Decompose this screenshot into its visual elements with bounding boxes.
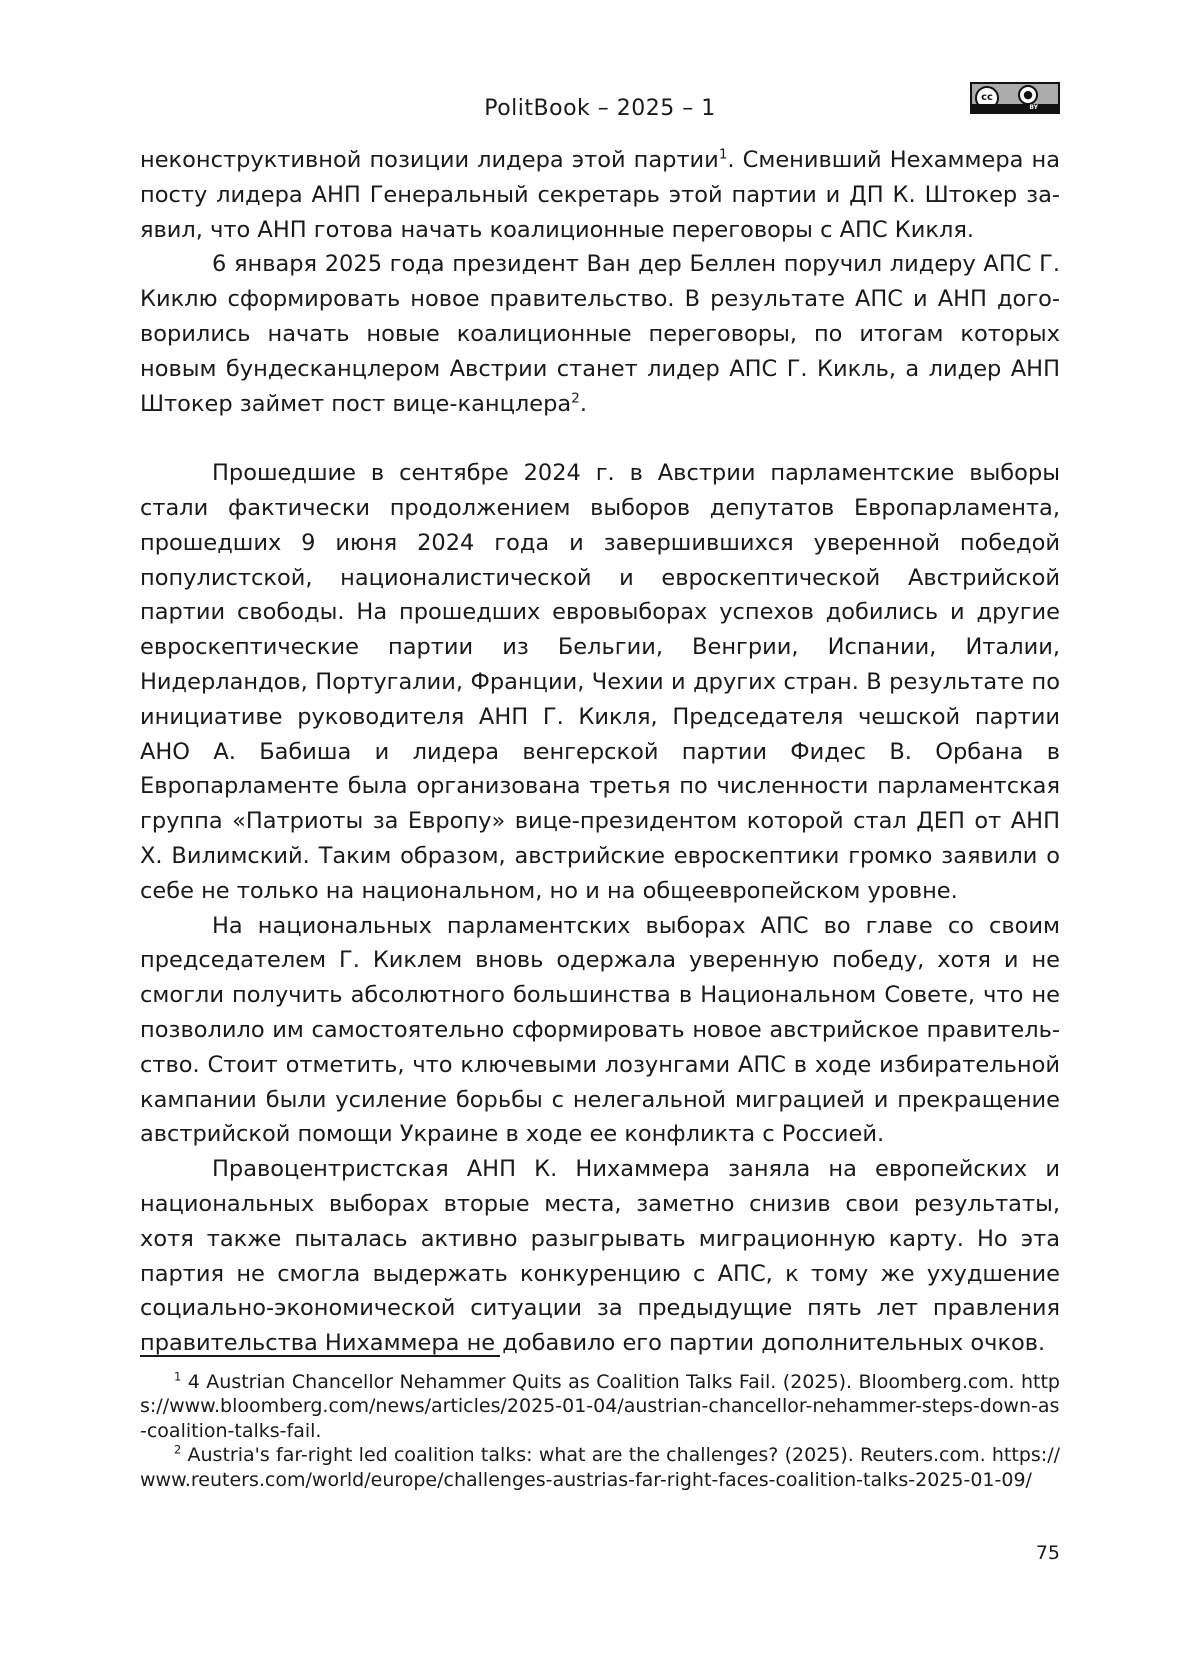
paragraph-5: Правоцентристская АНП К. Нихаммера заняла на европейских и национальных выборах вторые места, заметно снизив свои результаты, хотя также пыталась активно разыгрывать миграционную карту. Но эта партия не смогла выдержать конкуренцию с АПС, к тому же ухудшение социально-экономической ситуации за предыдущие пять лет правления правительства Нихаммера не добавило его партии дополнительных очков. [140, 1156, 1060, 1357]
footnote-1-link[interactable]: https://www.bloomberg.com/news/articles/2025-01-04/austrian-chancellor-nehammer-steps-down-as-coalition-talks-fail. [140, 1371, 1060, 1442]
body-text [140, 143, 1060, 1361]
license-strip [972, 104, 1058, 112]
footnote-ref-1[interactable]: 1 [718, 146, 728, 163]
footnotes [140, 1370, 1060, 1492]
footnote-ref-2[interactable]: 2 [571, 390, 580, 407]
footnote-1 [140, 1370, 1060, 1443]
paragraph-4: На национальных парламентских выборах АПС во главе со своим председателем Г. Киклем вновь одержала уверенную победу, хотя и не смогли получить абсолютного большинства в Национальном Совете, что не позволило им самостоятельно сформировать новое австрийское правительство. Стоит отметить, что ключевыми лозунгами АПС в ходе избирательной кампании были усиление борьбы с нелегальной миграцией и прекращение австрийской помощи Украине в ходе ее конфликта с Россией. [140, 912, 1060, 1148]
attribution-person-icon: ● [1018, 85, 1038, 105]
paragraph-2-end: . [579, 390, 587, 417]
footnote-1-text: 4 Austrian Chancellor Nehammer Quits as Coalition Talks Fail. (2025). Bloomberg.com. [181, 1371, 1021, 1393]
footnote-2-text: Austria's far-right led coalition talks: what are the challenges? (2025). Reuters.com. [181, 1444, 992, 1467]
footnote-2-link[interactable]: https://www.reuters.com/world/europe/challenges-austrias-far-right-faces-coalition-talks-2025-01-09/ [140, 1444, 1060, 1491]
paragraph-1-text: неконструктивной позиции лидера этой партии [140, 147, 719, 173]
paragraph-2-text: 6 января 2025 года президент Ван дер Беллен поручил лидеру АПС Г. Киклю сформировать новое правительство. В результате АПС и АНП договорились начать новые коалиционные переговоры, по итогам которых новым бундесканцлером Австрии станет лидер АПС Г. Кикль, а лидер АНП Штокер займет пост вице-канцлера [140, 251, 1060, 417]
footnote-mark-2: 2 [174, 1442, 182, 1457]
by-label: BY [1029, 104, 1038, 111]
paragraph-1 [140, 143, 1060, 247]
running-header: PolitBook – 2025 – 1 [484, 96, 716, 121]
creative-commons-icon: cc [975, 86, 999, 110]
paragraph-2 [140, 247, 1060, 421]
page-number: 75 [1035, 1542, 1060, 1564]
paragraph-1-rest: . Сменивший Нехаммера на посту лидера АНП Генеральный секретарь этой партии и ДП К. Штокер заявил, что АНП готова начать коалиционные переговоры с АПС Кикля. [140, 147, 1060, 243]
footnote-2 [140, 1443, 1060, 1492]
footnote-separator [140, 1355, 500, 1357]
cc-by-license-badge [970, 82, 1060, 114]
footnote-mark-1: 1 [174, 1369, 182, 1384]
paragraph-3: Прошедшие в сентябре 2024 г. в Австрии парламентские выборы стали фактически продолжением выборов депутатов Европарламента, прошедших 9 июня 2024 года и завершившихся уверенной победой популистской, националистической и евроскептической Австрийской партии свободы. На прошедших евровыборах успехов добились и другие евроскептические партии из Бельгии, Венгрии, Испании, Италии, Нидерландов, Португалии, Франции, Чехии и других стран. В результате по инициативе руководителя АНП Г. Кикля, Председателя чешской партии АНО А. Бабиша и лидера венгерской партии Фидес В. Орбана в Европарламенте была организована третья по численности парламентская группа «Патриоты за Европу» вице-президентом которой стал ДЕП от АНП Х. Вилимский. Таким образом, австрийские евроскептики громко заявили о себе не только на национальном, но и на общеевропейском уровне. [140, 460, 1060, 904]
